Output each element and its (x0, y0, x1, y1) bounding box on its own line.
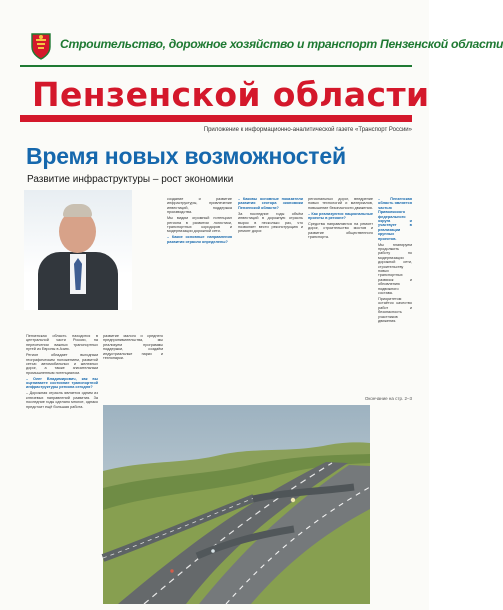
highway-illustration (103, 405, 370, 604)
article-column-4 (238, 197, 303, 405)
column-paragraph: Регион обладает выгодным географическим положением, развитой сетью автомобильных и железных дорог, а также значительным промышленным потенциалом. (26, 353, 98, 375)
column-paragraph: За последние годы объём инвестиций в дорожную отрасль вырос в несколько раз, что позволяет вести реконструкцию и ремонт дорог. (238, 211, 303, 234)
interview-question: – Как реализуются национальные проекты в регионе? (308, 211, 373, 221)
article-subheadline: Развитие инфраструктуры – рост экономики (27, 174, 234, 185)
highway-photo (103, 405, 370, 604)
column-paragraph: Пензенская область находится в центральной части России, на пересечении важных транспортных путей из Европы в Азию. (26, 334, 98, 352)
column-paragraph: развитие малого и среднего предпринимательства, мы реализуем программы поддержки, создаём индустриальные парки и технопарки. (103, 334, 163, 361)
article-column-1 (26, 334, 98, 599)
region-title: Пензенской области (32, 75, 430, 114)
column-paragraph: Приоритетом остаётся качество работ и безопасность участников движения. (378, 296, 412, 323)
article-column-5 (308, 197, 373, 405)
article-column-2 (103, 334, 163, 399)
article-headline: Время новых возможностей (26, 143, 346, 169)
masthead-top (20, 32, 503, 62)
interview-question: – Каковы основные показатели развития сектора экономики Пензенской области? (238, 197, 303, 210)
interview-question: – Олег Владимирович, как вы оцениваете состояние транспортной инфраструктуры региона сегодня? (26, 376, 98, 390)
continued-note: Окончание на стр. 2–3 (364, 396, 412, 401)
column-paragraph: Средства направляются на ремонт дорог, строительство мостов и развитие общественного транспорта. (308, 222, 373, 240)
region-emblem-icon (30, 32, 52, 60)
column-paragraph: создание и развитие инфраструктуры, привлечение инвестиций, поддержка производства. (167, 197, 232, 215)
masthead-top-title: Строительство, дорожное хозяйство и транспорт Пензенской области (60, 37, 503, 51)
masthead-divider (20, 65, 412, 67)
column-paragraph: региональных дорог, внедрение новых технологий и материалов, повышение безопасности движения. (308, 197, 373, 210)
article-column-3 (167, 197, 232, 405)
portrait-hair (63, 204, 92, 217)
column-paragraph: – Дорожная отрасль является одним из ключевых направлений развития. За последние годы сделано многое, однако предстоит ещё большая работа. (26, 391, 98, 409)
governor-portrait (24, 190, 132, 310)
column-paragraph: Мы планируем продолжить работу по модернизации дорожной сети, строительству новых транспортных развязок и обновлению подвижного состава. (378, 242, 412, 296)
interview-question: – Пензенская область является частью Приволжского федерального округа и участвует в реализации крупных проектов. (378, 197, 412, 241)
title-rule (20, 115, 412, 122)
column-paragraph: Мы видим огромный потенциал региона в развитии логистики, транспортных коридоров и модернизации дорожной сети. (167, 216, 232, 234)
interview-question: – Какие основные направления развития отрасли определены? (167, 235, 232, 244)
supplement-line: Приложение к информационно-аналитической газете «Транспорт России» (203, 127, 412, 133)
